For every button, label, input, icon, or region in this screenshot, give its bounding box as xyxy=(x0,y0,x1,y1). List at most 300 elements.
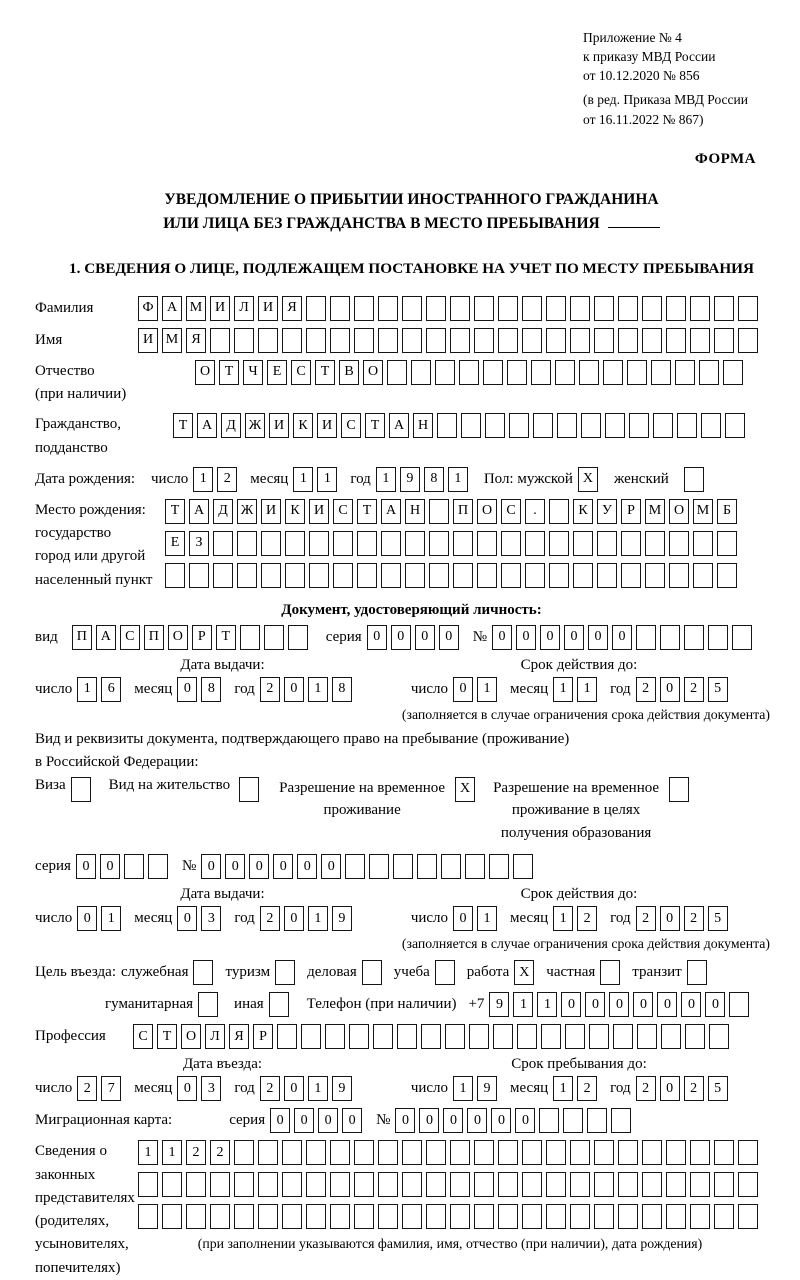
char-cell[interactable] xyxy=(594,1172,614,1197)
char-cell[interactable] xyxy=(587,1108,607,1133)
char-cell[interactable]: 1 xyxy=(477,906,497,931)
char-cell[interactable] xyxy=(687,960,707,985)
char-cell[interactable] xyxy=(453,563,473,588)
char-cell[interactable] xyxy=(685,1024,705,1049)
char-cell[interactable] xyxy=(666,296,686,321)
char-cell[interactable] xyxy=(285,531,305,556)
char-cell[interactable] xyxy=(597,531,617,556)
char-cell[interactable] xyxy=(546,328,566,353)
char-cell[interactable]: П xyxy=(144,625,164,650)
char-cell[interactable] xyxy=(261,531,281,556)
char-cell[interactable]: 0 xyxy=(633,992,653,1017)
char-cell[interactable] xyxy=(282,328,302,353)
char-cell[interactable]: 9 xyxy=(332,1076,352,1101)
char-cell[interactable]: 8 xyxy=(332,677,352,702)
char-cell[interactable] xyxy=(426,296,446,321)
char-cell[interactable] xyxy=(629,413,649,438)
char-cell[interactable] xyxy=(450,1172,470,1197)
char-cell[interactable]: 0 xyxy=(453,677,473,702)
char-cell[interactable] xyxy=(565,1024,585,1049)
char-cell[interactable] xyxy=(693,563,713,588)
char-cell[interactable] xyxy=(239,777,259,802)
char-cell[interactable]: Н xyxy=(405,499,425,524)
char-cell[interactable]: 0 xyxy=(564,625,584,650)
char-cell[interactable] xyxy=(645,563,665,588)
char-cell[interactable]: Ж xyxy=(245,413,265,438)
char-cell[interactable]: 0 xyxy=(284,677,304,702)
char-cell[interactable] xyxy=(522,1204,542,1229)
char-cell[interactable] xyxy=(441,854,461,879)
char-cell[interactable]: 0 xyxy=(201,854,221,879)
char-cell[interactable] xyxy=(546,1140,566,1165)
char-cell[interactable]: 0 xyxy=(294,1108,314,1133)
char-cell[interactable] xyxy=(474,296,494,321)
char-cell[interactable] xyxy=(570,1140,590,1165)
char-cell[interactable] xyxy=(717,563,737,588)
char-cell[interactable] xyxy=(533,413,553,438)
char-cell[interactable] xyxy=(618,1140,638,1165)
char-cell[interactable]: 0 xyxy=(297,854,317,879)
char-cell[interactable] xyxy=(669,777,689,802)
char-cell[interactable] xyxy=(429,499,449,524)
char-cell[interactable] xyxy=(469,1024,489,1049)
char-cell[interactable]: А xyxy=(197,413,217,438)
char-cell[interactable] xyxy=(522,1172,542,1197)
char-cell[interactable] xyxy=(357,531,377,556)
char-cell[interactable] xyxy=(613,1024,633,1049)
char-cell[interactable]: 2 xyxy=(210,1140,230,1165)
char-cell[interactable]: X xyxy=(455,777,475,802)
char-cell[interactable] xyxy=(237,531,257,556)
char-cell[interactable]: 2 xyxy=(186,1140,206,1165)
char-cell[interactable] xyxy=(387,360,407,385)
char-cell[interactable]: О xyxy=(477,499,497,524)
char-cell[interactable]: У xyxy=(597,499,617,524)
char-cell[interactable] xyxy=(699,360,719,385)
char-cell[interactable] xyxy=(426,1140,446,1165)
char-cell[interactable] xyxy=(611,1108,631,1133)
char-cell[interactable] xyxy=(666,1172,686,1197)
char-cell[interactable] xyxy=(411,360,431,385)
char-cell[interactable] xyxy=(264,625,284,650)
char-cell[interactable] xyxy=(333,531,353,556)
char-cell[interactable] xyxy=(450,1204,470,1229)
char-cell[interactable]: А xyxy=(381,499,401,524)
char-cell[interactable] xyxy=(71,777,91,802)
char-cell[interactable]: 1 xyxy=(477,677,497,702)
char-cell[interactable]: 0 xyxy=(100,854,120,879)
char-cell[interactable] xyxy=(373,1024,393,1049)
char-cell[interactable] xyxy=(642,1140,662,1165)
char-cell[interactable] xyxy=(309,531,329,556)
char-cell[interactable]: 0 xyxy=(270,1108,290,1133)
char-cell[interactable]: 0 xyxy=(284,1076,304,1101)
char-cell[interactable] xyxy=(189,563,209,588)
char-cell[interactable]: М xyxy=(162,328,182,353)
char-cell[interactable]: 1 xyxy=(553,677,573,702)
char-cell[interactable] xyxy=(570,328,590,353)
char-cell[interactable] xyxy=(489,854,509,879)
char-cell[interactable] xyxy=(306,1140,326,1165)
char-cell[interactable]: В xyxy=(339,360,359,385)
char-cell[interactable] xyxy=(738,328,758,353)
char-cell[interactable]: 0 xyxy=(491,1108,511,1133)
char-cell[interactable]: Б xyxy=(717,499,737,524)
char-cell[interactable]: 0 xyxy=(443,1108,463,1133)
char-cell[interactable] xyxy=(148,854,168,879)
char-cell[interactable] xyxy=(465,854,485,879)
char-cell[interactable] xyxy=(651,360,671,385)
char-cell[interactable] xyxy=(605,413,625,438)
char-cell[interactable] xyxy=(165,563,185,588)
char-cell[interactable]: М xyxy=(186,296,206,321)
char-cell[interactable] xyxy=(675,360,695,385)
char-cell[interactable] xyxy=(677,413,697,438)
char-cell[interactable] xyxy=(732,625,752,650)
char-cell[interactable]: 9 xyxy=(332,906,352,931)
char-cell[interactable] xyxy=(138,1172,158,1197)
char-cell[interactable] xyxy=(162,1204,182,1229)
char-cell[interactable] xyxy=(345,854,365,879)
char-cell[interactable] xyxy=(729,992,749,1017)
char-cell[interactable]: 0 xyxy=(284,906,304,931)
char-cell[interactable] xyxy=(381,563,401,588)
char-cell[interactable] xyxy=(461,413,481,438)
char-cell[interactable]: 6 xyxy=(101,677,121,702)
char-cell[interactable] xyxy=(573,531,593,556)
char-cell[interactable] xyxy=(642,328,662,353)
char-cell[interactable]: 1 xyxy=(537,992,557,1017)
char-cell[interactable] xyxy=(306,1204,326,1229)
char-cell[interactable] xyxy=(485,413,505,438)
char-cell[interactable]: Т xyxy=(216,625,236,650)
char-cell[interactable] xyxy=(285,563,305,588)
char-cell[interactable] xyxy=(288,625,308,650)
char-cell[interactable]: X xyxy=(578,467,598,492)
char-cell[interactable]: 5 xyxy=(708,677,728,702)
char-cell[interactable] xyxy=(603,360,623,385)
char-cell[interactable]: 0 xyxy=(391,625,411,650)
char-cell[interactable] xyxy=(282,1172,302,1197)
char-cell[interactable]: 0 xyxy=(705,992,725,1017)
char-cell[interactable] xyxy=(684,625,704,650)
char-cell[interactable] xyxy=(669,563,689,588)
char-cell[interactable] xyxy=(234,1140,254,1165)
char-cell[interactable] xyxy=(426,328,446,353)
char-cell[interactable]: О xyxy=(168,625,188,650)
char-cell[interactable] xyxy=(522,296,542,321)
char-cell[interactable]: А xyxy=(96,625,116,650)
char-cell[interactable] xyxy=(426,1204,446,1229)
char-cell[interactable] xyxy=(666,1140,686,1165)
char-cell[interactable]: К xyxy=(293,413,313,438)
char-cell[interactable] xyxy=(258,1204,278,1229)
char-cell[interactable] xyxy=(738,296,758,321)
char-cell[interactable] xyxy=(330,1172,350,1197)
char-cell[interactable] xyxy=(378,296,398,321)
char-cell[interactable] xyxy=(301,1024,321,1049)
char-cell[interactable]: И xyxy=(261,499,281,524)
char-cell[interactable] xyxy=(546,296,566,321)
char-cell[interactable] xyxy=(618,296,638,321)
char-cell[interactable] xyxy=(405,531,425,556)
char-cell[interactable] xyxy=(435,360,455,385)
char-cell[interactable] xyxy=(397,1024,417,1049)
char-cell[interactable]: 0 xyxy=(439,625,459,650)
char-cell[interactable]: 2 xyxy=(260,906,280,931)
char-cell[interactable] xyxy=(234,1204,254,1229)
char-cell[interactable]: Ж xyxy=(237,499,257,524)
char-cell[interactable] xyxy=(330,328,350,353)
char-cell[interactable] xyxy=(522,328,542,353)
char-cell[interactable]: 7 xyxy=(101,1076,121,1101)
char-cell[interactable] xyxy=(306,328,326,353)
char-cell[interactable] xyxy=(525,531,545,556)
char-cell[interactable]: 0 xyxy=(588,625,608,650)
char-cell[interactable] xyxy=(661,1024,681,1049)
char-cell[interactable] xyxy=(498,1204,518,1229)
char-cell[interactable] xyxy=(210,1172,230,1197)
char-cell[interactable]: М xyxy=(645,499,665,524)
char-cell[interactable] xyxy=(453,531,473,556)
char-cell[interactable]: 0 xyxy=(249,854,269,879)
char-cell[interactable]: И xyxy=(210,296,230,321)
char-cell[interactable] xyxy=(714,1172,734,1197)
char-cell[interactable]: Л xyxy=(205,1024,225,1049)
char-cell[interactable]: Л xyxy=(234,296,254,321)
char-cell[interactable]: 0 xyxy=(660,677,680,702)
char-cell[interactable]: 2 xyxy=(577,1076,597,1101)
char-cell[interactable] xyxy=(426,1172,446,1197)
char-cell[interactable]: 1 xyxy=(101,906,121,931)
char-cell[interactable]: 1 xyxy=(376,467,396,492)
char-cell[interactable] xyxy=(738,1140,758,1165)
char-cell[interactable] xyxy=(306,1172,326,1197)
char-cell[interactable] xyxy=(618,328,638,353)
char-cell[interactable]: 0 xyxy=(342,1108,362,1133)
char-cell[interactable] xyxy=(357,563,377,588)
char-cell[interactable] xyxy=(690,1172,710,1197)
char-cell[interactable]: 0 xyxy=(515,1108,535,1133)
char-cell[interactable] xyxy=(330,1140,350,1165)
char-cell[interactable] xyxy=(417,854,437,879)
char-cell[interactable] xyxy=(210,1204,230,1229)
char-cell[interactable]: Я xyxy=(282,296,302,321)
char-cell[interactable] xyxy=(618,1172,638,1197)
char-cell[interactable] xyxy=(393,854,413,879)
char-cell[interactable]: X xyxy=(514,960,534,985)
char-cell[interactable]: 0 xyxy=(225,854,245,879)
char-cell[interactable]: О xyxy=(669,499,689,524)
char-cell[interactable]: Д xyxy=(221,413,241,438)
char-cell[interactable]: 0 xyxy=(585,992,605,1017)
char-cell[interactable] xyxy=(402,1204,422,1229)
char-cell[interactable]: 0 xyxy=(516,625,536,650)
char-cell[interactable]: С xyxy=(133,1024,153,1049)
char-cell[interactable]: 1 xyxy=(577,677,597,702)
char-cell[interactable] xyxy=(186,1172,206,1197)
char-cell[interactable]: 1 xyxy=(193,467,213,492)
char-cell[interactable] xyxy=(378,1172,398,1197)
char-cell[interactable] xyxy=(594,1204,614,1229)
char-cell[interactable]: С xyxy=(120,625,140,650)
char-cell[interactable]: И xyxy=(258,296,278,321)
char-cell[interactable]: А xyxy=(189,499,209,524)
char-cell[interactable] xyxy=(445,1024,465,1049)
char-cell[interactable] xyxy=(507,360,527,385)
char-cell[interactable] xyxy=(642,296,662,321)
char-cell[interactable]: Е xyxy=(267,360,287,385)
char-cell[interactable] xyxy=(459,360,479,385)
char-cell[interactable] xyxy=(579,360,599,385)
char-cell[interactable] xyxy=(402,328,422,353)
char-cell[interactable]: 1 xyxy=(138,1140,158,1165)
char-cell[interactable]: 0 xyxy=(612,625,632,650)
char-cell[interactable] xyxy=(306,296,326,321)
char-cell[interactable] xyxy=(589,1024,609,1049)
char-cell[interactable]: М xyxy=(693,499,713,524)
char-cell[interactable]: Т xyxy=(365,413,385,438)
char-cell[interactable] xyxy=(210,328,230,353)
char-cell[interactable] xyxy=(435,960,455,985)
char-cell[interactable] xyxy=(269,992,289,1017)
char-cell[interactable] xyxy=(555,360,575,385)
char-cell[interactable] xyxy=(549,531,569,556)
char-cell[interactable]: 0 xyxy=(681,992,701,1017)
char-cell[interactable] xyxy=(362,960,382,985)
char-cell[interactable] xyxy=(474,328,494,353)
char-cell[interactable] xyxy=(549,499,569,524)
char-cell[interactable] xyxy=(474,1204,494,1229)
char-cell[interactable] xyxy=(525,563,545,588)
char-cell[interactable] xyxy=(498,296,518,321)
char-cell[interactable] xyxy=(714,296,734,321)
char-cell[interactable] xyxy=(213,563,233,588)
char-cell[interactable] xyxy=(429,531,449,556)
char-cell[interactable]: 0 xyxy=(367,625,387,650)
char-cell[interactable]: 0 xyxy=(561,992,581,1017)
char-cell[interactable]: 0 xyxy=(318,1108,338,1133)
char-cell[interactable] xyxy=(573,563,593,588)
char-cell[interactable] xyxy=(723,360,743,385)
char-cell[interactable] xyxy=(642,1204,662,1229)
char-cell[interactable] xyxy=(349,1024,369,1049)
char-cell[interactable]: П xyxy=(72,625,92,650)
char-cell[interactable]: 1 xyxy=(553,906,573,931)
char-cell[interactable]: С xyxy=(501,499,521,524)
char-cell[interactable] xyxy=(666,328,686,353)
char-cell[interactable]: 1 xyxy=(293,467,313,492)
char-cell[interactable] xyxy=(509,413,529,438)
char-cell[interactable]: 5 xyxy=(708,906,728,931)
char-cell[interactable]: Т xyxy=(157,1024,177,1049)
char-cell[interactable]: Т xyxy=(315,360,335,385)
char-cell[interactable]: О xyxy=(195,360,215,385)
char-cell[interactable] xyxy=(402,1172,422,1197)
char-cell[interactable] xyxy=(405,563,425,588)
char-cell[interactable] xyxy=(330,1204,350,1229)
char-cell[interactable] xyxy=(541,1024,561,1049)
char-cell[interactable] xyxy=(594,296,614,321)
char-cell[interactable] xyxy=(513,854,533,879)
char-cell[interactable]: 0 xyxy=(177,906,197,931)
char-cell[interactable] xyxy=(138,1204,158,1229)
char-cell[interactable]: 8 xyxy=(424,467,444,492)
char-cell[interactable]: 0 xyxy=(660,1076,680,1101)
char-cell[interactable]: 2 xyxy=(684,1076,704,1101)
char-cell[interactable]: Т xyxy=(357,499,377,524)
char-cell[interactable] xyxy=(714,328,734,353)
char-cell[interactable]: 0 xyxy=(453,906,473,931)
char-cell[interactable] xyxy=(381,531,401,556)
char-cell[interactable] xyxy=(198,992,218,1017)
char-cell[interactable] xyxy=(693,531,713,556)
char-cell[interactable]: С xyxy=(333,499,353,524)
char-cell[interactable] xyxy=(563,1108,583,1133)
char-cell[interactable]: 2 xyxy=(217,467,237,492)
char-cell[interactable]: Я xyxy=(229,1024,249,1049)
char-cell[interactable] xyxy=(690,296,710,321)
char-cell[interactable]: 2 xyxy=(77,1076,97,1101)
char-cell[interactable] xyxy=(669,531,689,556)
char-cell[interactable] xyxy=(709,1024,729,1049)
char-cell[interactable]: 9 xyxy=(489,992,509,1017)
char-cell[interactable]: Ч xyxy=(243,360,263,385)
char-cell[interactable] xyxy=(493,1024,513,1049)
char-cell[interactable] xyxy=(234,328,254,353)
char-cell[interactable]: 1 xyxy=(162,1140,182,1165)
char-cell[interactable]: О xyxy=(181,1024,201,1049)
char-cell[interactable]: 0 xyxy=(177,1076,197,1101)
char-cell[interactable] xyxy=(282,1140,302,1165)
char-cell[interactable]: 0 xyxy=(415,625,435,650)
char-cell[interactable]: 1 xyxy=(513,992,533,1017)
char-cell[interactable] xyxy=(429,563,449,588)
char-cell[interactable]: 2 xyxy=(636,1076,656,1101)
char-cell[interactable]: 0 xyxy=(609,992,629,1017)
char-cell[interactable] xyxy=(354,1204,374,1229)
char-cell[interactable]: О xyxy=(363,360,383,385)
char-cell[interactable] xyxy=(531,360,551,385)
char-cell[interactable] xyxy=(684,467,704,492)
char-cell[interactable] xyxy=(477,531,497,556)
char-cell[interactable]: 1 xyxy=(317,467,337,492)
char-cell[interactable]: 0 xyxy=(467,1108,487,1133)
char-cell[interactable] xyxy=(637,1024,657,1049)
char-cell[interactable] xyxy=(474,1172,494,1197)
char-cell[interactable] xyxy=(636,625,656,650)
char-cell[interactable] xyxy=(549,563,569,588)
char-cell[interactable] xyxy=(621,531,641,556)
char-cell[interactable] xyxy=(570,1172,590,1197)
char-cell[interactable]: . xyxy=(525,499,545,524)
char-cell[interactable] xyxy=(193,960,213,985)
char-cell[interactable] xyxy=(258,328,278,353)
char-cell[interactable]: Я xyxy=(186,328,206,353)
char-cell[interactable] xyxy=(333,563,353,588)
char-cell[interactable] xyxy=(498,1140,518,1165)
char-cell[interactable]: П xyxy=(453,499,473,524)
char-cell[interactable]: 2 xyxy=(684,906,704,931)
char-cell[interactable]: С xyxy=(291,360,311,385)
char-cell[interactable] xyxy=(369,854,389,879)
char-cell[interactable] xyxy=(594,1140,614,1165)
char-cell[interactable] xyxy=(354,296,374,321)
char-cell[interactable] xyxy=(474,1140,494,1165)
char-cell[interactable] xyxy=(258,1172,278,1197)
char-cell[interactable] xyxy=(690,1204,710,1229)
char-cell[interactable] xyxy=(708,625,728,650)
